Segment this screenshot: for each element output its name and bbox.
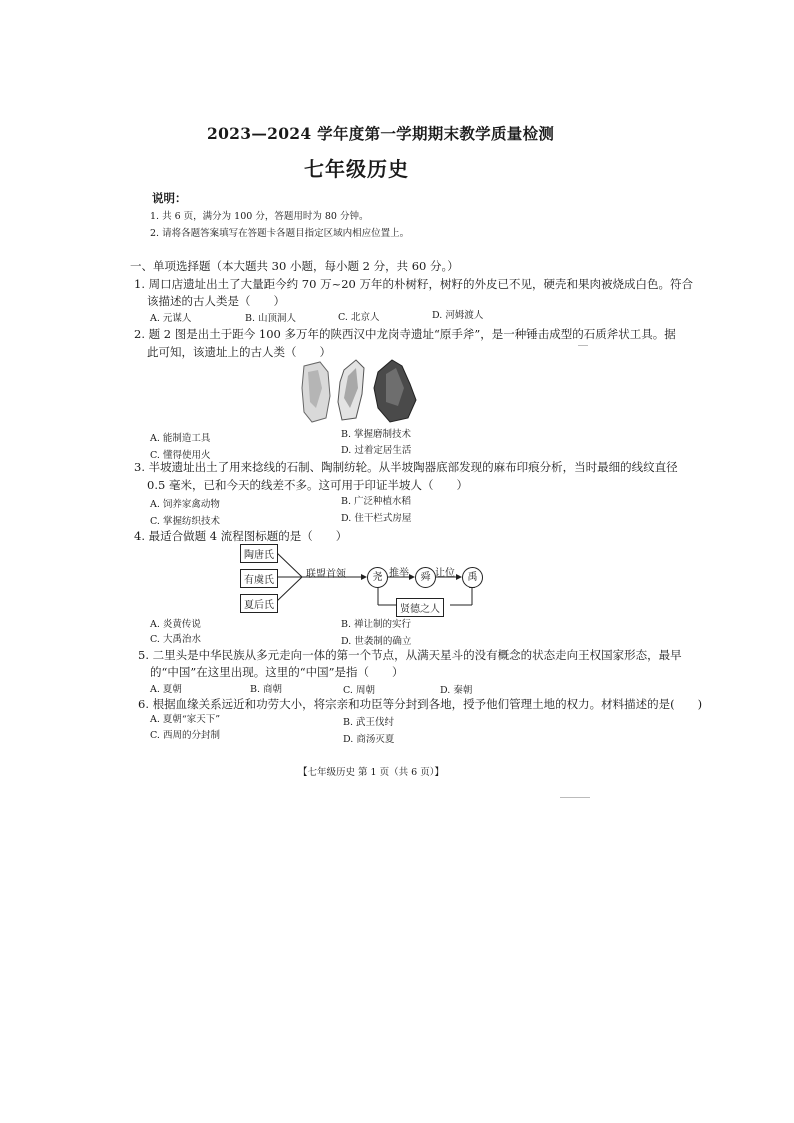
exam-title: 2023—2024 学年度第一学期期末教学质量检测 (207, 124, 555, 143)
q3-option-b: B. 广泛种植水稻 (341, 496, 412, 507)
q3-option-d: D. 住干栏式房屋 (341, 513, 412, 524)
section-heading: 一、单项选择题（本大题共 30 小题，每小题 2 分，共 60 分。） (130, 259, 459, 273)
node-yu: 禹 (462, 567, 483, 588)
q3-option-a: A. 饲养家禽动物 (150, 499, 220, 510)
q4-stem: 4. 最适合做题 4 流程图标题的是（ ） (134, 529, 348, 543)
note-item-1: 1. 共 6 页，满分为 100 分，答题用时为 80 分钟。 (150, 211, 369, 222)
q6-stem: 6. 根据血缘关系远近和功劳大小，将宗亲和功臣等分封到各地，授予他们管理土地的权力。材料描述的是( ) (138, 697, 703, 711)
scan-speck (560, 797, 590, 798)
q5-option-b: B. 商朝 (250, 684, 283, 695)
q3-stem-line1: 3. 半坡遗址出土了用来捻线的石制、陶制纺轮。从半坡陶器底部发现的麻布印痕分析，当时最细的线纹直径 (134, 460, 678, 474)
q4-option-c: C. 大禹治水 (150, 634, 201, 645)
tuiju-label: 推举 (389, 568, 409, 579)
q2-option-b: B. 掌握磨制技术 (341, 429, 412, 440)
q5-option-d: D. 秦朝 (440, 685, 473, 696)
q2-stem-line2: 此可知，该遗址上的古人类（ ） (147, 345, 331, 359)
q4-flowchart (236, 542, 486, 614)
alliance-leader-label: 联盟首领 (306, 569, 346, 580)
page-footer: 【七年级历史 第 1 页（共 6 页）】 (298, 767, 444, 778)
q6-option-b: B. 武王伐纣 (343, 717, 395, 728)
q6-option-d: D. 商汤灭夏 (343, 734, 395, 745)
q4-option-d: D. 世袭制的确立 (341, 636, 412, 647)
scan-speck (578, 345, 588, 346)
q2-option-c: C. 懂得使用火 (150, 450, 211, 461)
q3-stem-line2: 0.5 毫米，已和今天的线差不多。这可用于印证半坡人（ ） (147, 478, 468, 492)
hand-axe-image (298, 358, 428, 426)
q5-option-c: C. 周朝 (343, 685, 375, 696)
q2-option-d: D. 过着定居生活 (341, 445, 412, 456)
q5-stem-line1: 5. 二里头是中华民族从多元走向一体的第一个节点，从满天星斗的没有概念的状态走向王权国家形态，最早 (138, 648, 682, 662)
q6-option-c: C. 西周的分封制 (150, 730, 220, 741)
q4-option-a: A. 炎黄传说 (150, 619, 201, 630)
q1-option-d: D. 河姆渡人 (432, 310, 484, 321)
tribe-youyu: 有虞氏 (240, 569, 278, 588)
node-yao: 尧 (367, 567, 388, 588)
hand-axe-illustration (298, 358, 428, 426)
virtuous-person-box: 贤德之人 (396, 598, 444, 617)
q1-stem-line2: 该描述的古人类是（ ） (147, 294, 285, 308)
tribe-xiahou: 夏后氏 (240, 594, 278, 613)
q3-option-c: C. 掌握纺织技术 (150, 516, 220, 527)
q1-stem-line1: 1. 周口店遗址出土了大量距今约 70 万~20 万年的朴树籽，树籽的外皮已不见，硬壳和果肉被烧成白色。符合 (134, 277, 693, 291)
tribe-taotang: 陶唐氏 (240, 544, 278, 563)
note-item-2: 2. 请将各题答案填写在答题卡各题目指定区域内相应位置上。 (150, 228, 410, 239)
q1-option-c: C. 北京人 (338, 312, 380, 323)
q6-option-a: A. 夏朝“家天下” (150, 714, 221, 725)
q5-stem-line2: 的“中国”在这里出现。这里的“中国”是指（ ） (150, 665, 404, 679)
q5-option-a: A. 夏朝 (150, 684, 182, 695)
rangwei-label: 让位 (435, 568, 455, 579)
q4-option-b: B. 禅让制的实行 (341, 619, 412, 630)
q1-option-b: B. 山顶洞人 (245, 313, 297, 324)
subject-title: 七年级历史 (304, 157, 409, 181)
q1-option-a: A. 元谋人 (150, 313, 192, 324)
q2-stem-line1: 2. 题 2 图是出土于距今 100 多万年的陕西汉中龙岗寺遗址“原手斧”，是一种锤击成型的石质斧状工具。据 (134, 327, 676, 341)
node-shun: 舜 (415, 567, 436, 588)
notes-heading: 说明： (152, 191, 187, 205)
q2-option-a: A. 能制造工具 (150, 433, 211, 444)
